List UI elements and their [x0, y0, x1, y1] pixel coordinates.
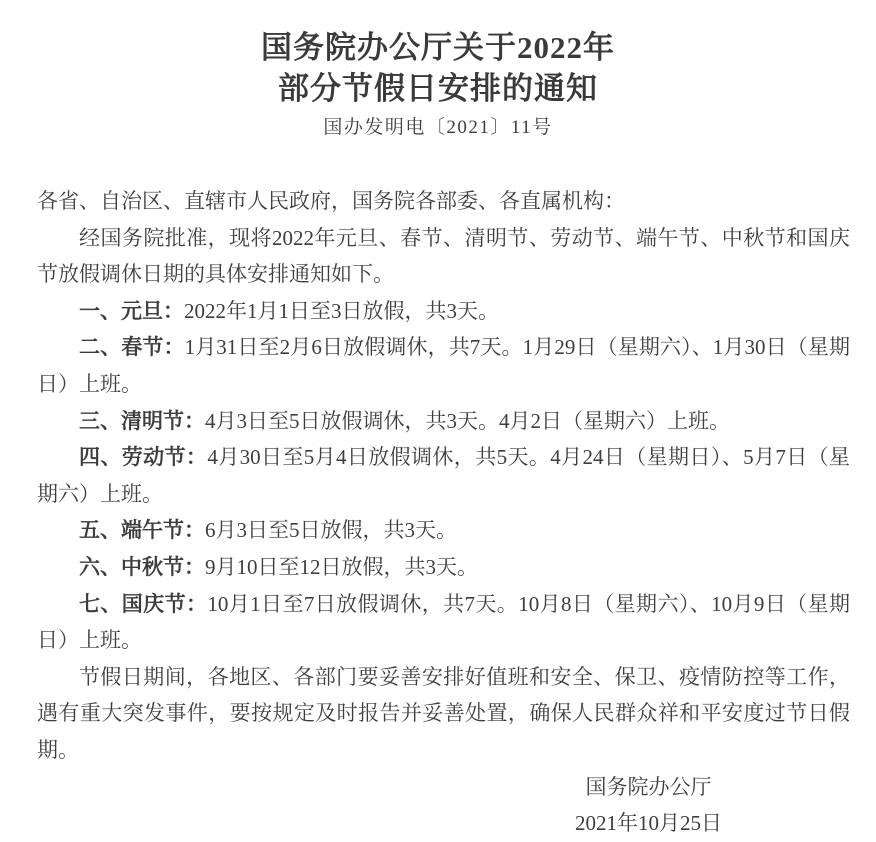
- holiday-item-text: 4月3日至5日放假调休，共3天。4月2日（星期六）上班。: [205, 408, 730, 433]
- holiday-item-label: 一、元旦：: [79, 298, 184, 323]
- holiday-item-label: 四、劳动节：: [79, 445, 208, 470]
- holiday-item-national-day: [37, 586, 850, 659]
- holiday-item-label: 七、国庆节：: [79, 591, 208, 616]
- signature-date: 2021年10月25日: [575, 811, 722, 836]
- holiday-item-label: 六、中秋节：: [79, 554, 205, 579]
- holiday-item-text: 10月1日至7日放假调休，共7天。10月8日（星期六）、10月9日（星期日）上班。: [37, 591, 851, 653]
- document-body: [37, 183, 850, 842]
- signer-name: 国务院办公厅: [585, 774, 712, 799]
- signature-block: [575, 769, 722, 842]
- holiday-item-text: 6月3日至5日放假，共3天。: [205, 518, 457, 543]
- holiday-item-mid-autumn: [37, 549, 850, 586]
- holiday-item-label: 三、清明节：: [79, 408, 205, 433]
- holiday-item-text: 2022年1月1日至3日放假，共3天。: [184, 298, 499, 323]
- salutation: 各省、自治区、直辖市人民政府，国务院各部委、各直属机构：: [37, 189, 625, 213]
- document-title: [0, 0, 876, 109]
- holiday-item-text: 4月30日至5月4日放假调休，共5天。4月24日（星期日）、5月7日（星期六）上班。: [37, 445, 851, 506]
- document-number: 国办发明电〔2021〕11号: [323, 117, 553, 138]
- holiday-item-dragon-boat: [37, 512, 850, 549]
- holiday-item-text: 1月31日至2月6日放假调休，共7天。1月29日（星期六）、1月30日（星期日）上班。: [37, 335, 850, 396]
- holiday-item-text: 9月10日至12日放假，共3天。: [205, 554, 478, 579]
- holiday-item-label: 五、端午节：: [79, 518, 205, 543]
- document-title-line-1: 国务院办公厅关于2022年: [261, 30, 615, 65]
- closing-paragraph: 节假日期间，各地区、各部门要妥善安排好值班和安全、保卫、疫情防控等工作，遇有重大突发事件，要按规定及时报告并妥善处置，确保人民群众祥和平安度过节日假期。: [37, 664, 850, 762]
- intro-paragraph: 经国务院批准，现将2022年元旦、春节、清明节、劳动节、端午节、中秋节和国庆节放假调休日期的具体安排通知如下。: [37, 225, 850, 287]
- holiday-item-spring-festival: [37, 329, 850, 402]
- holiday-item-new-year: [37, 293, 850, 330]
- holiday-item-label: 二、春节：: [79, 335, 185, 360]
- document-title-line-2: 部分节假日安排的通知: [278, 71, 598, 106]
- holiday-item-labor-day: [37, 439, 850, 512]
- holiday-item-qingming: [37, 403, 850, 440]
